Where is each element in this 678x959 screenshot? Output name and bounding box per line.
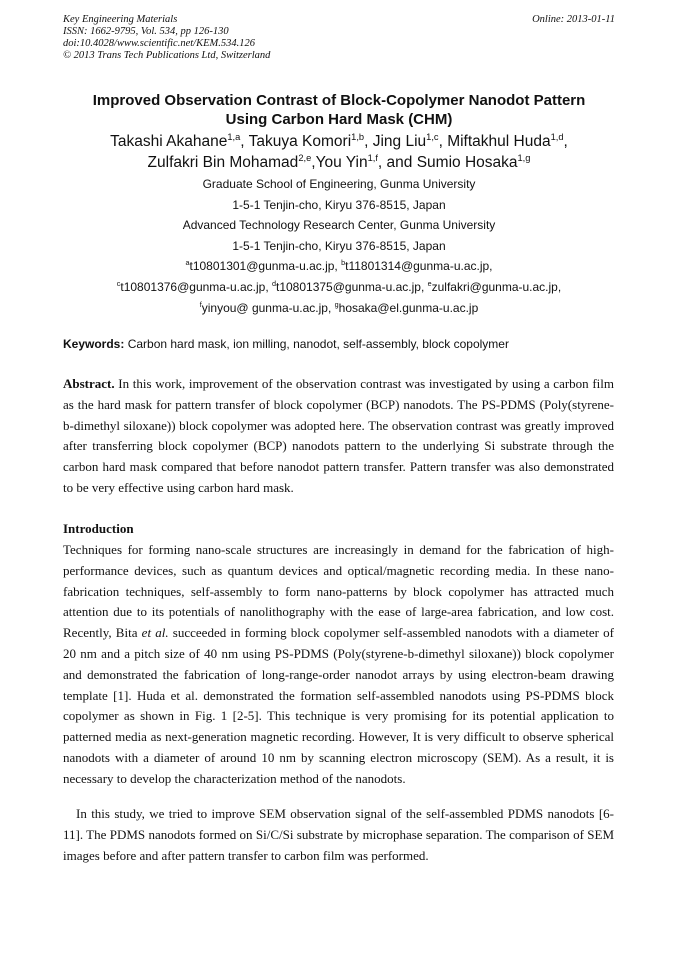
- author-line-2: [30, 152, 648, 173]
- introduction-paragraph-2: [63, 804, 614, 866]
- author-sup: 1,b: [351, 131, 365, 142]
- author-sep: ,: [438, 133, 448, 150]
- affiliation-2-address: 1-5-1 Tenjin-cho, Kiryu 376-8515, Japan: [232, 238, 446, 253]
- introduction-heading: Introduction: [63, 521, 134, 536]
- email-f[interactable]: yinyou@ gunma-u.ac.jp,: [201, 300, 335, 315]
- abstract-text: In this work, improvement of the observation contrast was investigated by using a carbon film as the hard mask for pattern transfer of block copolymer (BCP) nanodots. The PS-PDMS (Poly(styrene-b-dimethyl siloxane)) block copolymer was adopted here. The observation contrast was greatly improved after transferring block copolymer (BCP) nanodots pattern to the underlying Si substrate through the carbon hard mask compared that before nanodot pattern transfer. Pattern transfer was also demonstrated to be very effective using carbon hard mask.: [63, 376, 614, 495]
- introduction-paragraph-1: [63, 540, 614, 790]
- email-c[interactable]: t10801376@gunma-u.ac.jp,: [120, 279, 272, 294]
- author-sup: 1,c: [426, 131, 439, 142]
- email-line-2: $^c$t10801376@gunma-u.ac.jp, $^d$t10801375@gunma-u.ac.jp, $^e$zulfakri@gunma-u.ac.jp,: [116, 278, 562, 294]
- email-line-1: $^a$t10801301@gunma-u.ac.jp, $^b$t11801314@gunma-u.ac.jp,: [185, 258, 493, 274]
- author-sep: ,: [364, 133, 373, 150]
- author-name: Miftakhul Huda: [447, 133, 551, 150]
- author-name: You Yin: [315, 154, 368, 171]
- email-a[interactable]: t10801301@gunma-u.ac.jp,: [189, 259, 342, 274]
- intro-text-a: Techniques for forming nano-scale structures are increasingly in demand for the fabrication of high-performance devices, such as quantum devices and optical/magnetic recording media. In these nano-fabrication techniques, self-assembly to form nano-patterns by block copolymer has attracted much attention due to its potentials of nanolithography with the ease of large-area fabrication, and low cost. Recently, Bita: [63, 542, 614, 641]
- author-sep: ,: [563, 133, 568, 150]
- author-name: Sumio Hosaka: [416, 154, 518, 171]
- doi-line: doi:10.4028/www.scientific.net/KEM.534.126: [63, 38, 255, 49]
- keywords-text: Carbon hard mask, ion milling, nanodot, self-assembly, block copolymer: [124, 337, 509, 351]
- keywords: [63, 337, 615, 352]
- author-sup: 1,d: [550, 131, 564, 142]
- affiliations: [40, 174, 638, 318]
- affiliation-1-address: 1-5-1 Tenjin-cho, Kiryu 376-8515, Japan: [232, 197, 446, 212]
- abstract-label: Abstract.: [63, 376, 115, 391]
- intro-text-b: succeeded in forming block copolymer self-assembled nanodots with a diameter of 20 nm and a pitch size of 40 nm using PS-PDMS (Poly(styrene-b-dimethyl siloxane)) block copolymer and demonstrated the fabrication of long-range-order nanodot arrays by using electron-beam drawing template [1]. Huda et al. demonstrated the formation self-assembled nanodots using PS-PDMS block copolymer as shown in Fig. 1 [2-5]. This technique is very promising for its potential application to patterned media as next-generation magnetic recording. However, It is very difficult to observe spherical nanodots with a diameter of around 10 nm by scanning electron microscopy (SEM). As a result, it is necessary to develop the characterization method of the nanodots.: [63, 625, 614, 786]
- affiliation-1-name: Graduate School of Engineering, Gunma University: [202, 177, 476, 191]
- author-sep: ,: [311, 154, 316, 171]
- author-name: Jing Liu: [372, 133, 427, 150]
- title-line-2: Using Carbon Hard Mask (CHM): [225, 111, 453, 128]
- copyright-line: © 2013 Trans Tech Publications Ltd, Switzerland: [63, 50, 271, 61]
- email-b[interactable]: t11801314@gunma-u.ac.jp,: [345, 259, 493, 274]
- email-g[interactable]: hosaka@el.gunma-u.ac.jp: [338, 300, 479, 315]
- author-sup: 1,g: [517, 152, 531, 163]
- author-sup: 2,e: [298, 152, 312, 163]
- title-line-1: Improved Observation Contrast of Block-Copolymer Nanodot Pattern: [92, 92, 586, 109]
- author-name: Zulfakri Bin Mohamad: [147, 154, 299, 171]
- issn-line: ISSN: 1662-9795, Vol. 534, pp 126-130: [63, 26, 229, 37]
- journal-name: Key Engineering Materials: [63, 14, 178, 25]
- abstract: [63, 374, 614, 499]
- author-name: Takashi Akahane: [110, 133, 228, 150]
- author-sep: , and: [377, 154, 417, 171]
- email-d[interactable]: t10801375@gunma-u.ac.jp,: [276, 279, 428, 294]
- author-name: Takuya Komori: [248, 133, 352, 150]
- journal-header: [63, 14, 615, 62]
- email-e[interactable]: zulfakri@gunma-u.ac.jp,: [431, 279, 562, 294]
- intro-etal: et al.: [141, 625, 169, 641]
- affiliation-2-name: Advanced Technology Research Center, Gunma University: [182, 218, 496, 233]
- keywords-label: Keywords:: [63, 337, 125, 351]
- author-list: [30, 131, 648, 173]
- email-line-3: $^f$yinyou@ gunma-u.ac.jp, $^g$hosaka@el.gunma-u.ac.jp: [199, 299, 479, 315]
- intro-p2-text: In this study, we tried to improve SEM observation signal of the self-assembled PDMS nanodots [6-11]. The PDMS nanodots formed on Si/C/Si substrate by microphase separation. The comparison of SEM images before and after pattern transfer to carbon film was performed.: [63, 806, 614, 863]
- paper-title: [40, 91, 638, 129]
- online-date: Online: 2013-01-11: [532, 14, 615, 25]
- author-sup: 1,a: [227, 131, 241, 142]
- author-sup: 1,f: [367, 152, 378, 163]
- author-sep: ,: [240, 133, 249, 150]
- author-line-1: [30, 131, 648, 152]
